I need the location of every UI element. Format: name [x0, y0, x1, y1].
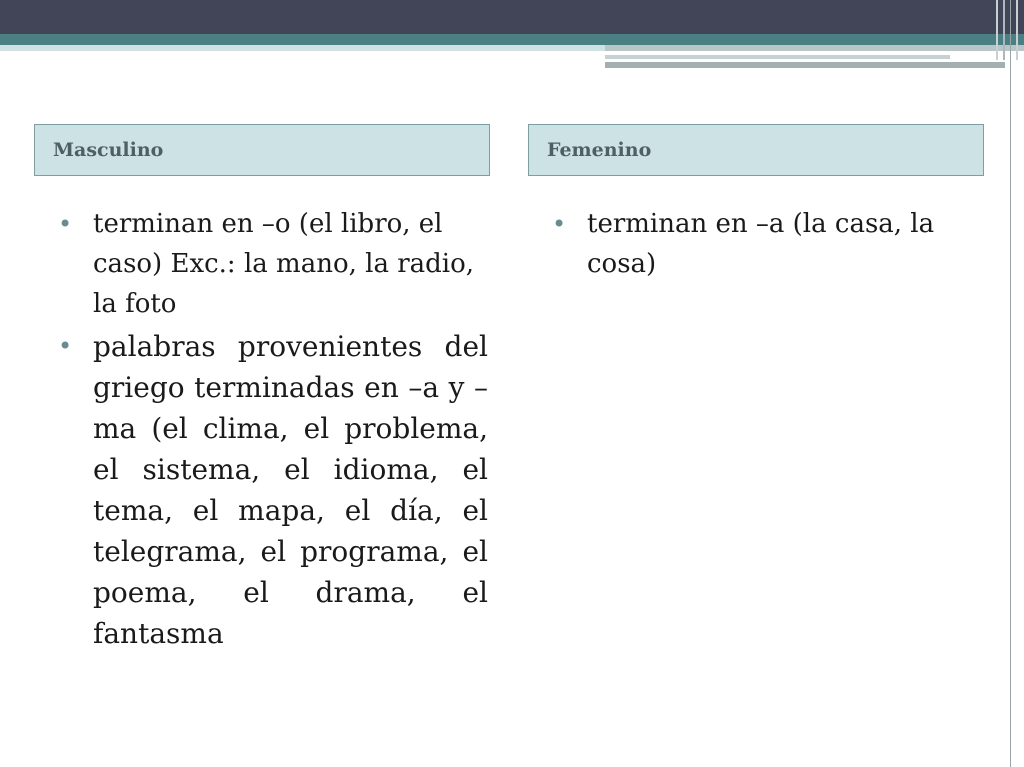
grey-decor-stripe [605, 45, 1024, 51]
list-item [56, 326, 488, 654]
list-item [550, 204, 970, 284]
femenino-column [550, 204, 970, 286]
masculino-header [34, 124, 490, 176]
bullet-icon: • [58, 210, 73, 238]
femenino-bullet-list [550, 204, 970, 284]
right-edge-line [1003, 0, 1005, 60]
femenino-header-label: Femenino [547, 139, 652, 161]
bullet-icon: • [552, 210, 567, 238]
masculino-column [56, 204, 488, 656]
femenino-header [528, 124, 984, 176]
top-decor-bar [0, 0, 1024, 34]
grey-decor-line-lower [605, 62, 1005, 68]
masculino-header-label: Masculino [53, 139, 164, 161]
right-edge-line [996, 0, 998, 60]
teal-decor-stripe [0, 34, 1024, 45]
list-item [56, 204, 488, 324]
bullet-text: terminan en –o (el libro, el caso) Exc.: la mano, la radio, la foto [93, 209, 475, 319]
grey-decor-line [605, 55, 950, 59]
bullet-text: palabras provenientes del griego terminadas en –a y –ma (el clima, el problema, el sistema, el idioma, el tema, el mapa, el día, el telegrama, el programa, el poema, el drama, el fantasma [93, 330, 488, 650]
masculino-bullet-list [56, 204, 488, 654]
bullet-icon: • [58, 332, 73, 360]
bullet-text: terminan en –a (la casa, la cosa) [587, 209, 935, 279]
pale-decor-stripe [0, 45, 605, 51]
right-edge-line [1016, 0, 1018, 60]
right-edge-line [1010, 0, 1011, 767]
